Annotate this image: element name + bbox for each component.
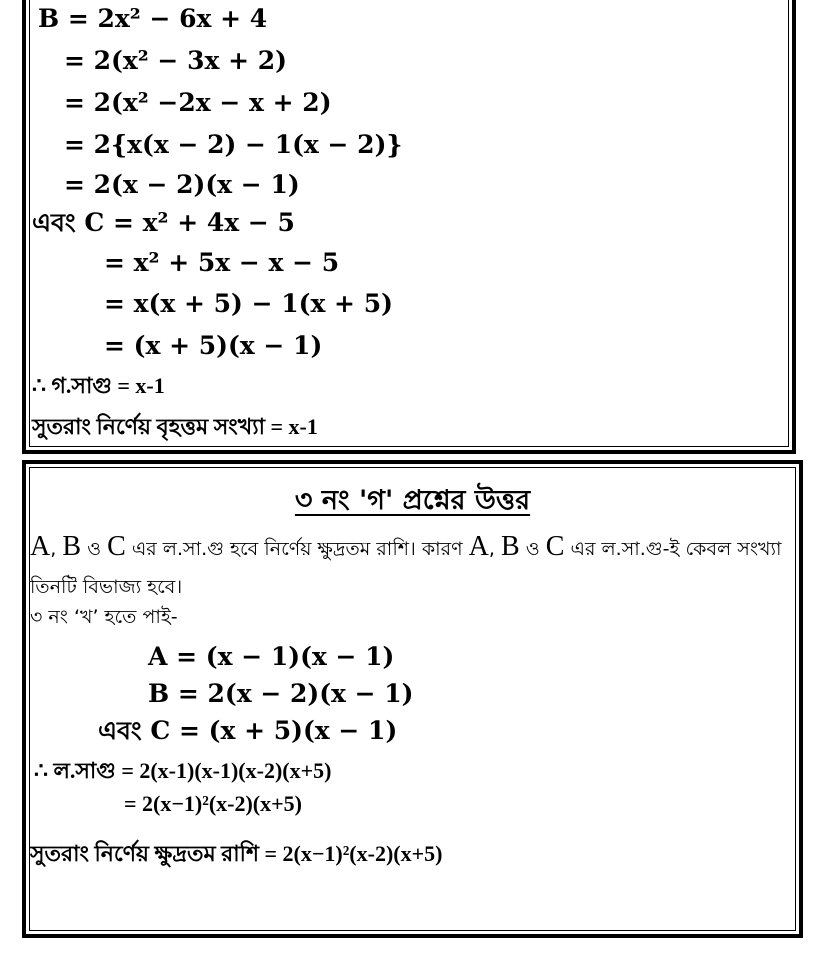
gcd-result-line: ∴ গ.সাগু = x-1 <box>32 373 165 398</box>
conclusion-line: সুতরাং নির্ণেয় ক্ষুদ্রতম রাশি = 2(x−1)²(x-2)(x+5) <box>30 841 443 866</box>
equation-line: এবং C = x² + 4x − 5 <box>32 208 295 237</box>
equation-line: = 2(x² − 3x + 2) <box>64 46 287 75</box>
lcm-simplified-line: = 2(x−1)²(x-2)(x+5) <box>124 791 302 816</box>
equation-line: = x(x + 5) − 1(x + 5) <box>104 289 393 318</box>
equation-line: B = 2x² − 6x + 4 <box>38 4 268 33</box>
equation-line: = (x + 5)(x − 1) <box>104 331 323 360</box>
equation-line: = 2(x − 2)(x − 1) <box>64 170 300 199</box>
equation-line: = 2{x(x − 2) − 1(x − 2)} <box>64 130 403 159</box>
equation-line: = x² + 5x − x − 5 <box>104 248 340 277</box>
equation-line: এবং C = (x + 5)(x − 1) <box>98 716 398 745</box>
reference-line: ৩ নং ‘খ’ হতে পাই- <box>30 606 178 628</box>
lcm-line: ∴ ল.সাগু = 2(x-1)(x-1)(x-2)(x+5) <box>34 758 332 783</box>
equation-line: B = 2(x − 2)(x − 1) <box>148 679 414 708</box>
explanation-paragraph: A, B ও C এর ল.স.গ হব নরয কদতম রশ। করণ A, B ও C এর ল.স.গ-ই কবল সখ তনট বভজ হব। <box>30 531 782 598</box>
equation-line: = 2(x² −2x − x + 2) <box>64 88 332 117</box>
section-heading: ৩ নং 'গ' প্রশ্নের উত্তর <box>294 485 531 516</box>
equation-line: A = (x − 1)(x − 1) <box>148 642 395 671</box>
conclusion-line: সুতরাং নির্ণেয় বৃহত্তম সংখ্যা = x-1 <box>32 414 318 439</box>
